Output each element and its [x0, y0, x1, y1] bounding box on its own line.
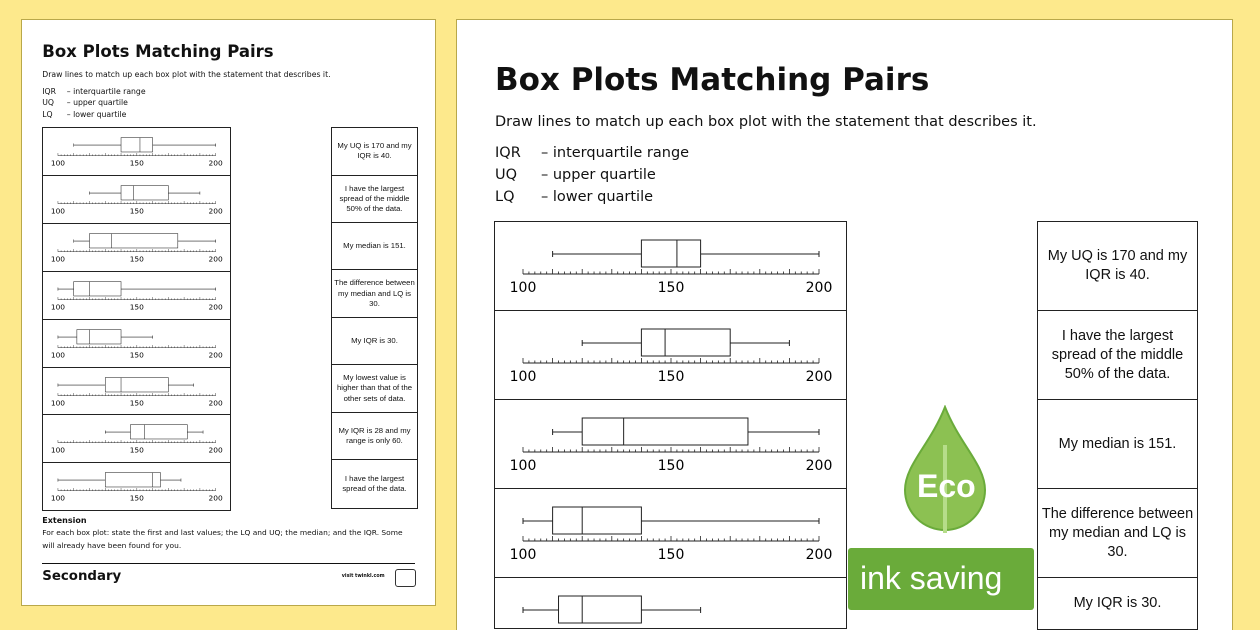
- glossary-item: [42, 87, 145, 96]
- extension-heading: Extension: [42, 515, 87, 525]
- box: [73, 281, 120, 295]
- statement-card[interactable]: I have the largest spread of the middle 50% of the data.: [1038, 311, 1197, 400]
- tick-label: 100: [50, 254, 65, 264]
- level-label: Secondary: [42, 568, 122, 584]
- box-plot-row[interactable]: [495, 578, 846, 628]
- box-plot-row[interactable]: [495, 311, 846, 400]
- tick-label: 200: [805, 547, 833, 563]
- tick-label: 200: [208, 397, 223, 407]
- tick-label: 200: [208, 349, 223, 359]
- box-plot: [495, 489, 846, 577]
- box-plot: [43, 368, 230, 415]
- box-plot-row[interactable]: [43, 368, 230, 416]
- box: [89, 233, 177, 247]
- box: [77, 329, 121, 343]
- tick-label: 200: [208, 254, 223, 264]
- glossary-item: [495, 189, 653, 205]
- statement-column: [331, 127, 418, 509]
- glossary-item: [495, 167, 656, 183]
- box: [559, 596, 642, 623]
- tick-label: 150: [129, 397, 144, 407]
- statement-card[interactable]: My IQR is 30.: [332, 318, 417, 365]
- box: [641, 240, 700, 267]
- glossary-abbr: IQR: [42, 86, 56, 96]
- box-plot: [43, 415, 230, 462]
- box-plot-row[interactable]: [43, 224, 230, 272]
- tick-label: 200: [208, 206, 223, 216]
- tick-label: 150: [129, 158, 144, 168]
- glossary-def: – lower quartile: [66, 110, 127, 120]
- box: [582, 418, 748, 445]
- instructions: Draw lines to match up each box plot with the statement that describes it.: [42, 70, 331, 80]
- statement-card[interactable]: My median is 151.: [1038, 400, 1197, 489]
- glossary-item: [42, 110, 126, 119]
- tick-label: 150: [129, 206, 144, 216]
- box-plot: [43, 272, 230, 319]
- statement-card[interactable]: My IQR is 30.: [1073, 595, 1162, 611]
- box-plot-row[interactable]: [43, 128, 230, 176]
- tick-label: 200: [805, 280, 833, 296]
- tick-label: 100: [509, 369, 537, 385]
- page-title: Box Plots Matching Pairs: [42, 42, 274, 62]
- box: [641, 329, 730, 356]
- statement-card[interactable]: My UQ is 170 and my IQR is 40.: [1038, 222, 1197, 311]
- box: [121, 186, 168, 200]
- visit-link[interactable]: visit twinkl.com: [341, 574, 385, 580]
- glossary-def: – interquartile range: [541, 145, 690, 161]
- box: [105, 473, 160, 487]
- tick-label: 150: [657, 280, 685, 296]
- tick-label: 200: [208, 445, 223, 455]
- tick-label: 200: [208, 302, 223, 312]
- box-plot: [43, 320, 230, 367]
- box: [121, 138, 153, 152]
- ink-saving-label: ink saving: [860, 560, 1003, 596]
- box-plot-row[interactable]: [43, 176, 230, 224]
- box-plot: [43, 224, 230, 271]
- box-plot-row[interactable]: [43, 463, 230, 510]
- ink-saving-banner: [848, 548, 1034, 610]
- glossary-abbr: LQ: [495, 189, 515, 205]
- eco-label: Eco: [917, 468, 976, 504]
- tick-label: 100: [509, 458, 537, 474]
- glossary-item: [42, 98, 128, 107]
- box-plot: [43, 176, 230, 223]
- glossary-def: – interquartile range: [66, 86, 146, 96]
- box-plot-row[interactable]: [495, 222, 846, 311]
- tick-label: 100: [50, 158, 65, 168]
- box-plot-table: [494, 221, 847, 629]
- page-preview: [457, 20, 1232, 630]
- twinkl-logo: [395, 569, 416, 587]
- tick-label: 100: [50, 445, 65, 455]
- glossary-def: – lower quartile: [541, 189, 654, 205]
- page-thumbnail[interactable]: [22, 20, 435, 605]
- box: [105, 377, 168, 391]
- statement-card[interactable]: My UQ is 170 and my IQR is 40.: [332, 128, 417, 175]
- tick-label: 100: [509, 280, 537, 296]
- tick-label: 150: [129, 349, 144, 359]
- tick-label: 150: [657, 369, 685, 385]
- box-plot-table: [42, 127, 231, 511]
- box-plot-row[interactable]: [43, 272, 230, 320]
- tick-label: 200: [805, 458, 833, 474]
- box-plot-row[interactable]: [43, 415, 230, 463]
- statement-card[interactable]: The difference between my median and LQ is 30.: [332, 270, 417, 317]
- box-plot-row[interactable]: [495, 400, 846, 489]
- statement-card[interactable]: The difference between my median and LQ is 30.: [1038, 489, 1197, 578]
- box-plot-row[interactable]: [495, 489, 846, 578]
- tick-label: 150: [129, 445, 144, 455]
- tick-label: 100: [509, 547, 537, 563]
- tick-label: 150: [129, 493, 144, 503]
- extension-text: For each box plot: state the first and last values; the LQ and UQ; the median; and the IQR. Some will already have been found for you.: [42, 528, 403, 551]
- box-plot: [495, 222, 846, 310]
- statement-card[interactable]: My IQR is 28 and my range is only 60.: [332, 413, 417, 460]
- tick-label: 100: [50, 206, 65, 216]
- instructions: Draw lines to match up each box plot with the statement that describes it.: [495, 114, 1037, 130]
- tick-label: 100: [50, 302, 65, 312]
- tick-label: 150: [657, 547, 685, 563]
- box: [553, 507, 642, 534]
- tick-label: 200: [208, 158, 223, 168]
- statement-column: [1037, 221, 1198, 630]
- tick-label: 150: [657, 458, 685, 474]
- box-plot: [495, 311, 846, 399]
- glossary-abbr: UQ: [42, 98, 54, 108]
- box-plot: [43, 463, 230, 510]
- page-title: Box Plots Matching Pairs: [495, 62, 930, 98]
- glossary-abbr: UQ: [495, 167, 518, 183]
- box-plot: [495, 400, 846, 488]
- statement-card[interactable]: I have the largest spread of the data.: [342, 473, 407, 493]
- glossary-abbr: IQR: [495, 145, 521, 161]
- box-plot: [495, 578, 846, 628]
- statement-card[interactable]: I have the largest spread of the middle 50% of the data.: [332, 176, 417, 223]
- box-plot-row[interactable]: [43, 320, 230, 368]
- footer-divider: [42, 563, 415, 564]
- statement-card[interactable]: My median is 151.: [332, 223, 417, 270]
- glossary-def: – upper quartile: [66, 98, 128, 108]
- tick-label: 100: [50, 397, 65, 407]
- glossary-def: – upper quartile: [541, 167, 656, 183]
- glossary-item: [495, 145, 689, 161]
- statement-card[interactable]: My lowest value is higher than that of the other sets of data.: [332, 365, 417, 412]
- tick-label: 150: [129, 302, 144, 312]
- box-plot: [43, 128, 230, 175]
- tick-label: 150: [129, 254, 144, 264]
- tick-label: 100: [50, 349, 65, 359]
- tick-label: 100: [50, 493, 65, 503]
- tick-label: 200: [208, 493, 223, 503]
- tick-label: 200: [805, 369, 833, 385]
- box: [130, 425, 187, 439]
- glossary-abbr: LQ: [42, 110, 53, 120]
